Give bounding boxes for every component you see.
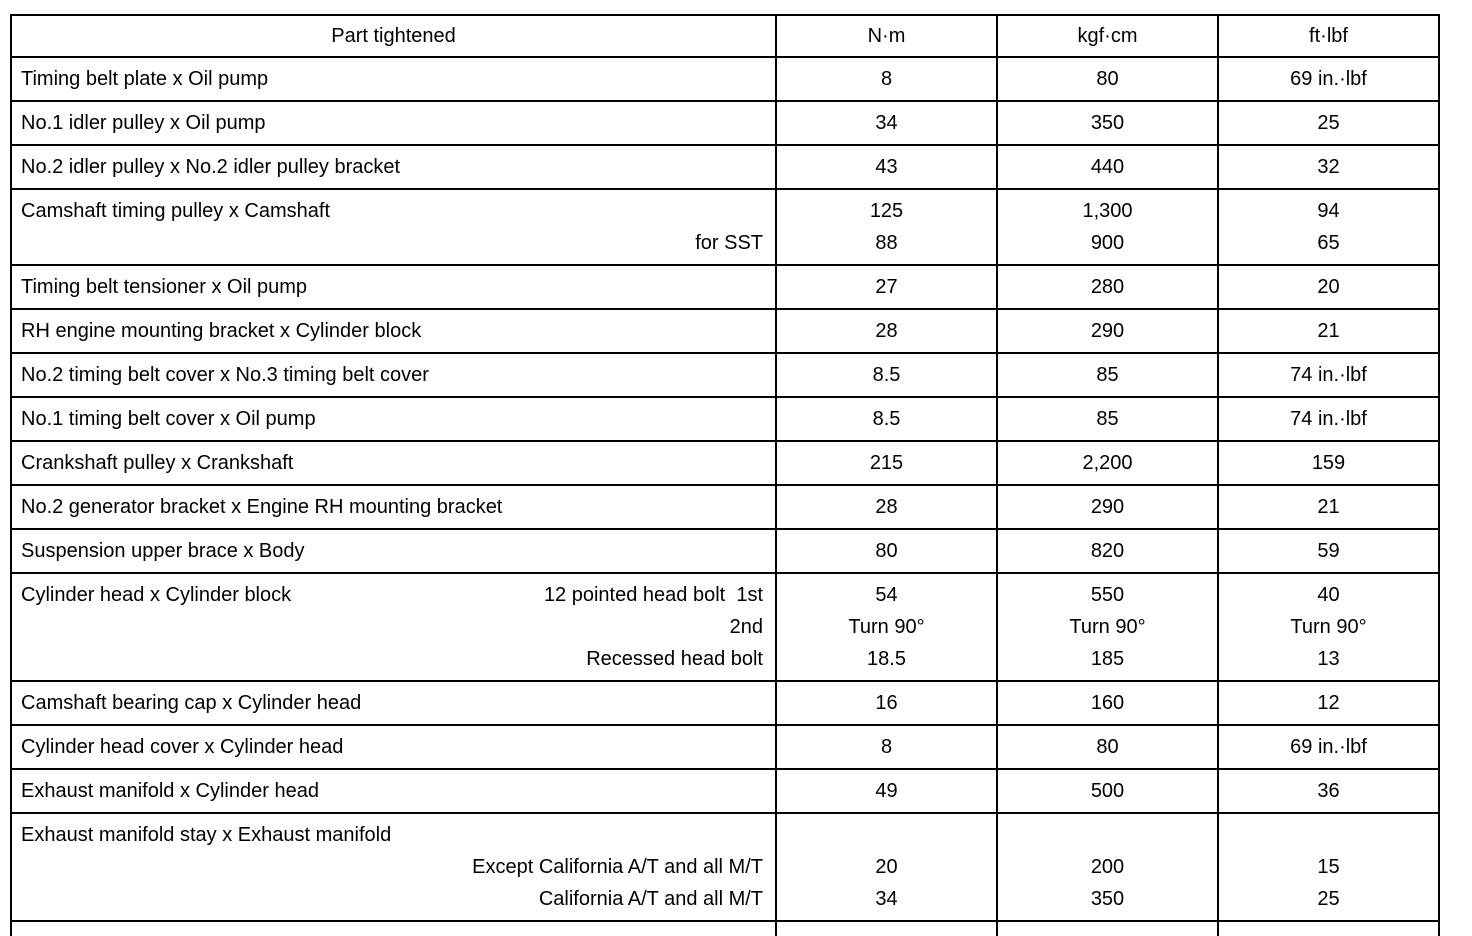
ft-value: 13 xyxy=(1317,648,1340,670)
ft-cell: 12 xyxy=(1218,681,1439,725)
ft-cell: 25 xyxy=(1218,101,1439,145)
kgf-value: 1,300 xyxy=(1082,200,1133,222)
kgf-cell: 500 xyxy=(997,769,1218,813)
header-ft: ft·lbf xyxy=(1218,15,1439,57)
nm-cell: 28 xyxy=(776,485,997,529)
kgf-cell: 160 xyxy=(997,681,1218,725)
ft-cell: 36 xyxy=(1218,769,1439,813)
ft-cell xyxy=(1218,573,1439,681)
nm-value: Turn 90° xyxy=(848,616,925,638)
nm-cell: 27 xyxy=(776,265,997,309)
ft-value: 40 xyxy=(1317,584,1340,606)
part-cell: Timing belt tensioner x Oil pump xyxy=(11,265,776,309)
table-row xyxy=(11,189,1439,265)
part-cell: Camshaft bearing cap x Cylinder head xyxy=(11,681,776,725)
kgf-value: 350 xyxy=(1090,888,1125,910)
ft-cell: 32 xyxy=(1218,145,1439,189)
table-row xyxy=(11,725,1439,769)
kgf-cell: 820 xyxy=(997,529,1218,573)
ft-cell: 74 in.·lbf xyxy=(1218,353,1439,397)
header-kgf: kgf·cm xyxy=(997,15,1218,57)
part-cell xyxy=(11,189,776,265)
part-sub-label: Except California A/T and all M/T xyxy=(472,856,763,878)
spacer xyxy=(998,819,1217,851)
torque-spec-table xyxy=(10,14,1440,936)
kgf-value: 185 xyxy=(1090,648,1125,670)
kgf-value: 200 xyxy=(1090,856,1125,878)
ft-cell: 69 in.·lbf xyxy=(1218,57,1439,101)
part-cell: Crankshaft pulley x Crankshaft xyxy=(11,441,776,485)
ft-cell: 69 in.·lbf xyxy=(1218,725,1439,769)
part-main-label: Exhaust manifold stay x Exhaust manifold xyxy=(21,824,392,846)
ft-cell xyxy=(1218,189,1439,265)
spacer xyxy=(1219,819,1438,851)
nm-cell: 34 xyxy=(776,101,997,145)
kgf-cell: 80 xyxy=(997,57,1218,101)
table-row xyxy=(11,145,1439,189)
ft-value: Turn 90° xyxy=(1290,616,1367,638)
kgf-cell: 290 xyxy=(997,485,1218,529)
kgf-cell: 2,200 xyxy=(997,441,1218,485)
kgf-cell: 85 xyxy=(997,397,1218,441)
nm-cell xyxy=(776,573,997,681)
part-cell: No.1 timing belt cover x Oil pump xyxy=(11,397,776,441)
kgf-cell: 85 xyxy=(997,353,1218,397)
nm-cell: 8 xyxy=(776,57,997,101)
nm-cell: 215 xyxy=(776,441,997,485)
table-row xyxy=(11,769,1439,813)
table-row xyxy=(11,309,1439,353)
nm-cell: 28 xyxy=(776,309,997,353)
part-sub-label: Recessed head bolt xyxy=(586,648,763,670)
kgf-cell: 280 xyxy=(997,265,1218,309)
table-row xyxy=(11,397,1439,441)
ft-value: 15 xyxy=(1317,856,1340,878)
table-row xyxy=(11,813,1439,921)
part-cell: Timing belt plate x Oil pump xyxy=(11,57,776,101)
ft-cell: 159 xyxy=(1218,441,1439,485)
kgf-cell: 440 xyxy=(997,145,1218,189)
ft-cell xyxy=(1218,813,1439,921)
table-row xyxy=(11,485,1439,529)
kgf-cell xyxy=(997,189,1218,265)
ft-value: 65 xyxy=(1317,232,1340,254)
part-cell: RH engine mounting bracket x Cylinder block xyxy=(11,309,776,353)
nm-value: 34 xyxy=(875,888,898,910)
empty-cell xyxy=(776,921,997,936)
table-row xyxy=(11,681,1439,725)
part-cell: No.2 generator bracket x Engine RH mounting bracket xyxy=(11,485,776,529)
kgf-cell: 290 xyxy=(997,309,1218,353)
nm-cell: 80 xyxy=(776,529,997,573)
ft-value: 94 xyxy=(1317,200,1340,222)
nm-cell: 8.5 xyxy=(776,353,997,397)
table-row xyxy=(11,265,1439,309)
part-cell: No.2 timing belt cover x No.3 timing belt cover xyxy=(11,353,776,397)
part-main-label: Camshaft timing pulley x Camshaft xyxy=(21,200,331,222)
part-cell: Suspension upper brace x Body xyxy=(11,529,776,573)
ft-cell: 59 xyxy=(1218,529,1439,573)
header-nm: N·m xyxy=(776,15,997,57)
kgf-cell xyxy=(997,813,1218,921)
part-cell: Exhaust manifold x Cylinder head xyxy=(11,769,776,813)
part-cell: Cylinder head cover x Cylinder head xyxy=(11,725,776,769)
kgf-value: Turn 90° xyxy=(1069,616,1146,638)
nm-cell: 16 xyxy=(776,681,997,725)
nm-cell: 8.5 xyxy=(776,397,997,441)
part-cell xyxy=(11,813,776,921)
nm-value: 18.5 xyxy=(867,648,906,670)
part-sub-label: California A/T and all M/T xyxy=(538,888,763,910)
torque-spec-table-container xyxy=(10,14,1438,936)
nm-cell: 49 xyxy=(776,769,997,813)
part-cell xyxy=(11,573,776,681)
part-sub-label: 2nd xyxy=(729,616,763,638)
kgf-cell xyxy=(997,573,1218,681)
part-cell: No.1 idler pulley x Oil pump xyxy=(11,101,776,145)
table-row xyxy=(11,573,1439,681)
table-row xyxy=(11,529,1439,573)
nm-value: 125 xyxy=(869,200,904,222)
empty-cell xyxy=(1218,921,1439,936)
nm-value: 88 xyxy=(875,232,898,254)
kgf-value: 900 xyxy=(1090,232,1125,254)
ft-cell: 21 xyxy=(1218,485,1439,529)
ft-cell: 21 xyxy=(1218,309,1439,353)
table-row xyxy=(11,353,1439,397)
nm-cell xyxy=(776,189,997,265)
ft-value: 25 xyxy=(1317,888,1340,910)
nm-cell: 43 xyxy=(776,145,997,189)
empty-cell xyxy=(997,921,1218,936)
part-sub-label: for SST xyxy=(695,232,763,254)
table-row xyxy=(11,101,1439,145)
kgf-value: 550 xyxy=(1090,584,1125,606)
kgf-cell: 350 xyxy=(997,101,1218,145)
nm-value: 54 xyxy=(875,584,898,606)
nm-value: 20 xyxy=(875,856,898,878)
spacer xyxy=(777,819,996,851)
table-row xyxy=(11,441,1439,485)
empty-cell xyxy=(11,921,776,936)
table-header-row xyxy=(11,15,1439,57)
header-part: Part tightened xyxy=(11,15,776,57)
ft-cell: 20 xyxy=(1218,265,1439,309)
nm-cell: 8 xyxy=(776,725,997,769)
ft-cell: 74 in.·lbf xyxy=(1218,397,1439,441)
table-row-continued xyxy=(11,921,1439,936)
nm-cell xyxy=(776,813,997,921)
part-sub-label: 12 pointed head bolt 1st xyxy=(543,584,763,606)
part-first-line xyxy=(21,579,763,611)
part-cell: No.2 idler pulley x No.2 idler pulley bracket xyxy=(11,145,776,189)
kgf-cell: 80 xyxy=(997,725,1218,769)
part-main-label: Cylinder head x Cylinder block xyxy=(21,584,292,606)
table-row xyxy=(11,57,1439,101)
